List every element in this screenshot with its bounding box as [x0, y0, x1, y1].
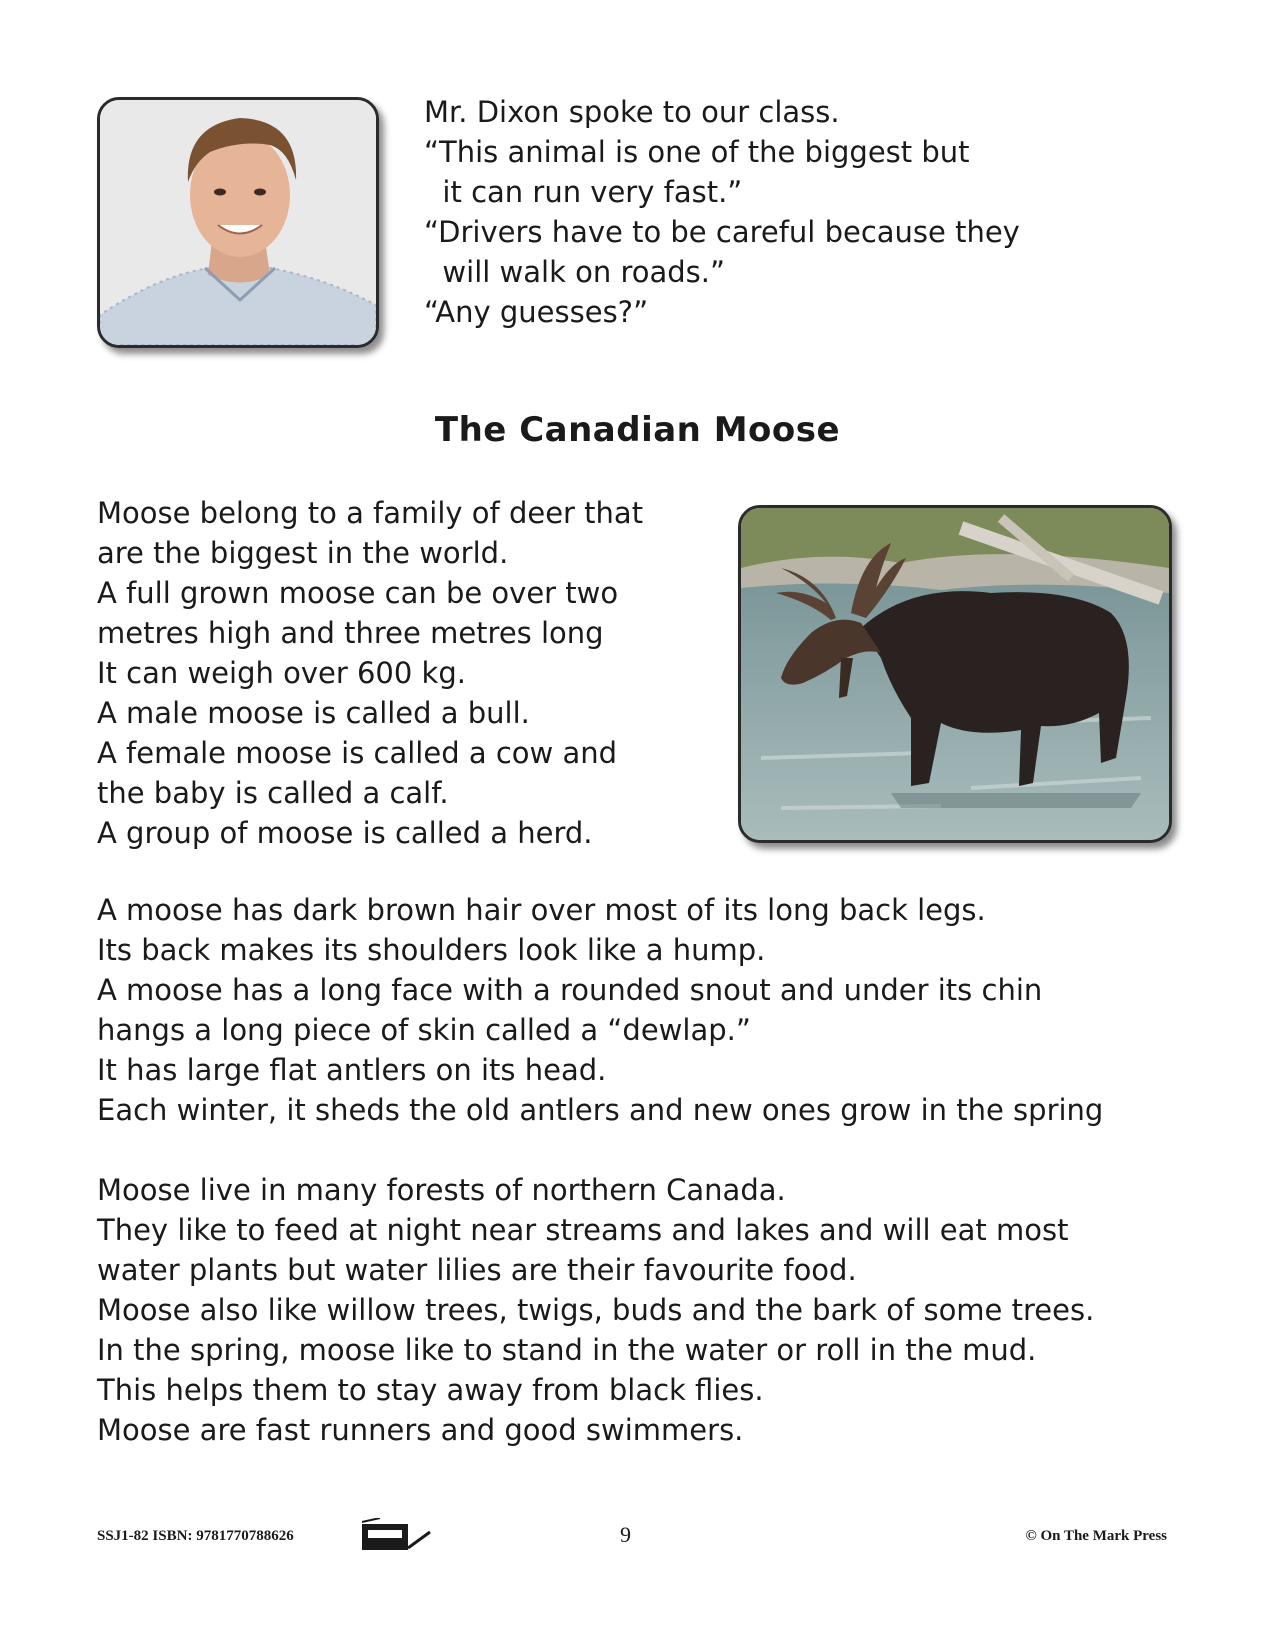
publisher-logo-icon: [360, 1518, 432, 1552]
text-line: Each winter, it sheds the old antlers and new ones grow in the spring: [97, 1093, 1104, 1127]
text-line: A female moose is called a cow and: [97, 736, 618, 770]
text-line: metres high and three metres long: [97, 616, 604, 650]
footer-copyright: © On The Mark Press: [1025, 1528, 1167, 1544]
paragraph-1: [97, 493, 643, 853]
intro-line: “Any guesses?”: [424, 295, 649, 329]
text-line: It can weigh over 600 kg.: [97, 656, 466, 690]
moose-photo: [738, 505, 1172, 843]
intro-line: it can run very fast.”: [424, 175, 743, 209]
intro-line: “This animal is one of the biggest but: [424, 135, 970, 169]
intro-line: “Drivers have to be careful because they: [424, 215, 1020, 249]
intro-speech: [424, 92, 1020, 332]
text-line: A group of moose is called a herd.: [97, 816, 593, 850]
text-line: A full grown moose can be over two: [97, 576, 619, 610]
paragraph-2: [97, 890, 1103, 1130]
text-line: A moose has dark brown hair over most of its long back legs.: [97, 893, 986, 927]
intro-line: will walk on roads.”: [424, 255, 726, 289]
text-line: They like to feed at night near streams and lakes and will eat most: [97, 1213, 1069, 1247]
text-line: A male moose is called a bull.: [97, 696, 530, 730]
text-line: A moose has a long face with a rounded snout and under its chin: [97, 973, 1043, 1007]
teacher-photo: [97, 97, 379, 348]
intro-line: Mr. Dixon spoke to our class.: [424, 95, 840, 129]
text-line: In the spring, moose like to stand in the water or roll in the mud.: [97, 1333, 1037, 1367]
paragraph-3: [97, 1170, 1094, 1450]
text-line: Moose are fast runners and good swimmers.: [97, 1413, 744, 1447]
text-line: Its back makes its shoulders look like a hump.: [97, 933, 766, 967]
text-line: the baby is called a calf.: [97, 776, 449, 810]
text-line: It has large flat antlers on its head.: [97, 1053, 607, 1087]
page-title: The Canadian Moose: [434, 410, 841, 450]
text-line: Moose live in many forests of northern Canada.: [97, 1173, 786, 1207]
text-line: water plants but water lilies are their favourite food.: [97, 1253, 857, 1287]
text-line: Moose belong to a family of deer that: [97, 496, 644, 530]
page-number: 9: [620, 1522, 631, 1547]
text-line: This helps them to stay away from black flies.: [97, 1373, 764, 1407]
text-line: hangs a long piece of skin called a “dewlap.”: [97, 1013, 751, 1047]
text-line: Moose also like willow trees, twigs, buds and the bark of some trees.: [97, 1293, 1095, 1327]
text-line: are the biggest in the world.: [97, 536, 509, 570]
footer-isbn: SSJ1-82 ISBN: 9781770788626: [97, 1528, 294, 1544]
